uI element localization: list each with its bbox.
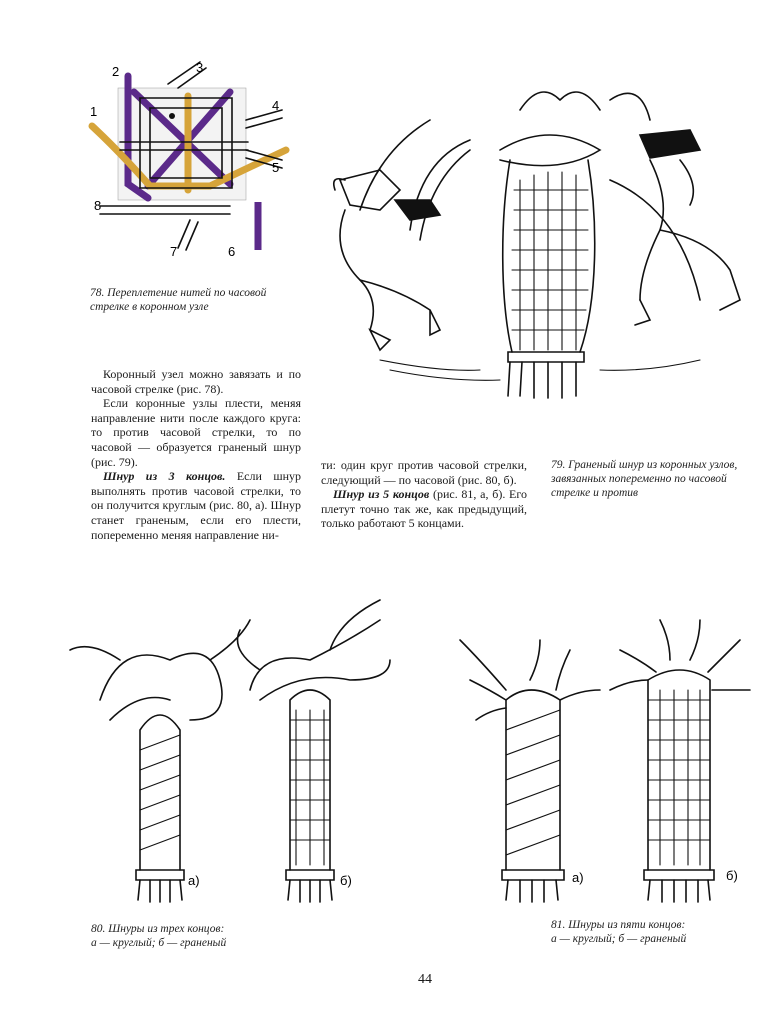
paragraph-3-heading: Шнур из 3 концов. <box>103 469 226 484</box>
fig78-label-4: 4 <box>272 98 280 113</box>
fig78-label-1: 1 <box>90 104 98 119</box>
fig81-caption-line1: 81. Шнуры из пяти концов: <box>551 919 686 931</box>
fig80-caption-line1: 80. Шнуры из трех концов: <box>91 923 225 935</box>
paragraph-5-heading: Шнур из 5 концов <box>333 487 430 502</box>
fig81-caption-line2: а — круглый; б — граненый <box>551 933 687 945</box>
fig81-label-b: б) <box>726 868 738 883</box>
fig78-label-8: 8 <box>94 198 102 213</box>
fig78-label-2: 2 <box>112 64 120 79</box>
fig78-label-7: 7 <box>170 244 178 259</box>
paragraph-2: Если коронные узлы плести, меняя направление нити после каждого круга: то против часовой стрелки, то по часовой — образуется граненый шнур (рис. 79). <box>91 396 301 469</box>
fig81-label-a: а) <box>572 870 584 885</box>
fig80-caption-line2: а — круглый; б — граненый <box>91 937 227 949</box>
fig79-caption: 79. Граненый шнур из коронных узлов, завязанных попеременно по часовой стрелке и против <box>551 459 738 499</box>
fig78-caption: 78. Переплетение нитей по часовой стрелке в коронном узле <box>90 287 267 313</box>
fig78-label-3: 3 <box>196 60 204 75</box>
fig78-label-5: 5 <box>272 160 280 175</box>
paragraph-1: Коронный узел можно завязать и по часовой стрелке (рис. 78). <box>91 367 301 396</box>
paragraph-3-body: Если шнур выполнять против часовой стрелки, то он получится круглым (рис. 80, а). Шнур станет граненым, если его плести, попеременно меняя направление ни- <box>91 469 301 542</box>
fig80-label-a: а) <box>188 873 200 888</box>
fig80-label-b: б) <box>340 873 352 888</box>
fig81-caption <box>551 918 751 946</box>
page-number: 44 <box>418 972 432 987</box>
paragraph-4: ти: один круг против часовой стрелки, следующий — по часовой (рис. 80, б). <box>321 458 527 487</box>
paragraph-5-body: (рис. 81, а, б). Его плетут точно так же, как предыдущий, только работают 5 концами. <box>321 487 527 531</box>
fig78-label-6: 6 <box>228 244 236 259</box>
